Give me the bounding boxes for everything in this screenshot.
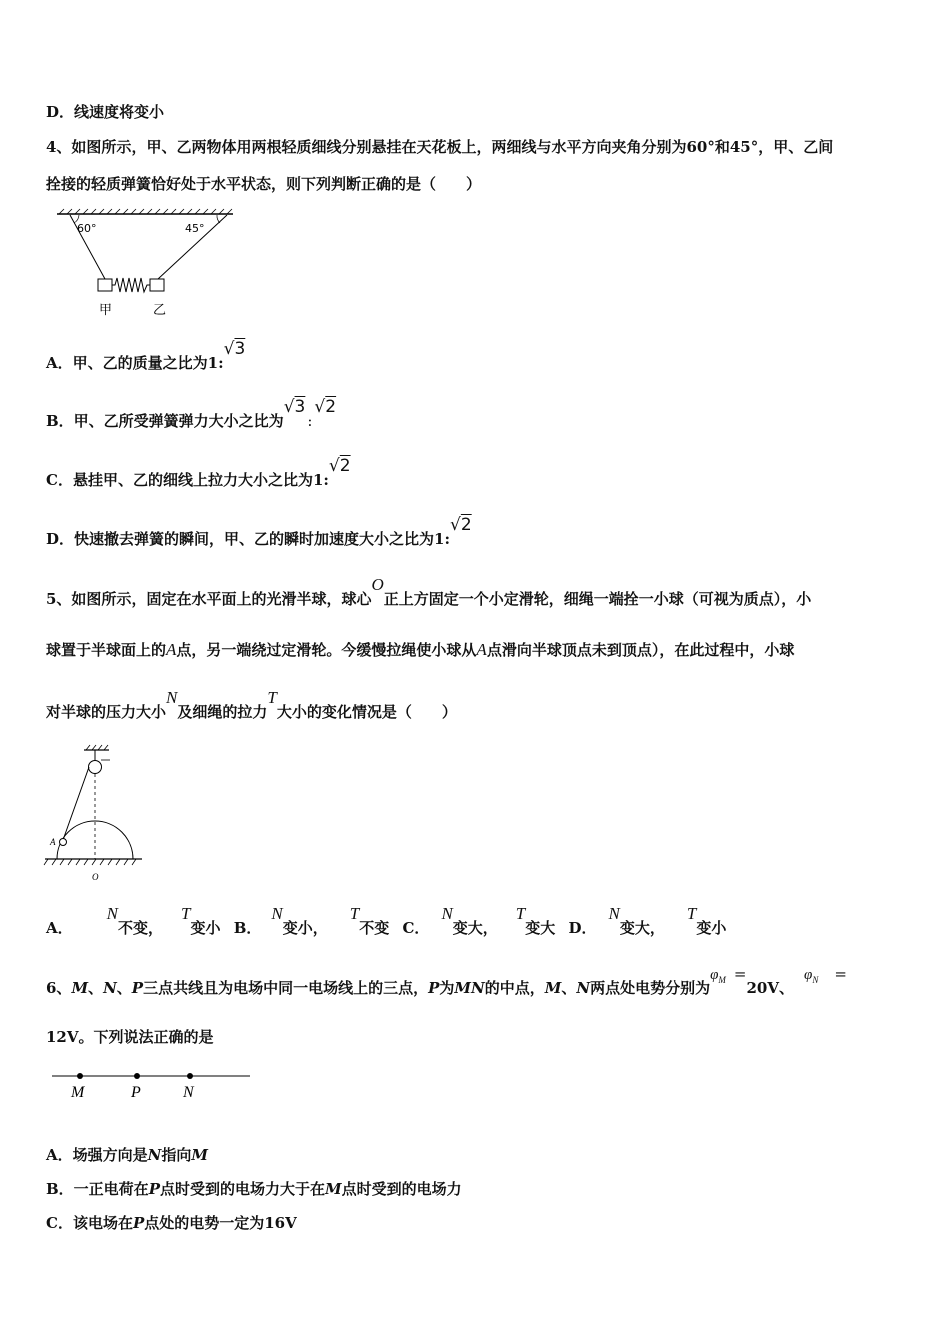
q5-option-a-label: A． bbox=[46, 919, 73, 937]
q4-figure bbox=[55, 208, 240, 320]
q5-option-b-label: B． bbox=[233, 919, 262, 937]
q4-option-d bbox=[46, 515, 472, 549]
q6-point-n bbox=[187, 1073, 193, 1079]
q6-figure bbox=[50, 1066, 255, 1102]
q5-ball bbox=[60, 839, 67, 846]
q4-option-a-text: A．甲、乙的质量之比为1: bbox=[46, 354, 224, 372]
q5-option-d-label: D． bbox=[568, 919, 597, 937]
q4-option-b-sep: : bbox=[307, 412, 313, 430]
q4-option-b-sqrt1: √3 bbox=[283, 397, 306, 417]
q6-phi-n: $\varphi_N$ bbox=[804, 967, 819, 985]
q4-angle2-label: 45° bbox=[185, 222, 205, 235]
q5-stem-line2: 球置于半球面上的A点，另一端绕过定滑轮。今缓慢拉绳使小球从A点滑向半球顶点未到顶点），在此过程中，小球 bbox=[46, 640, 795, 659]
q5-option-d-t: T bbox=[686, 904, 697, 923]
q5-option-b-n: N bbox=[271, 904, 283, 923]
q5-symbol-a-2: A bbox=[476, 640, 487, 659]
q5-symbol-a: A bbox=[166, 640, 177, 659]
q5-stem-line1: 5、如图所示，固定在水平面上的光滑半球，球心O正上方固定一个小定滑轮，细绳一端拴一小球（可视为质点），小 bbox=[46, 575, 812, 608]
q5-option-a-n: N bbox=[106, 904, 118, 923]
q4-spring bbox=[112, 278, 150, 292]
q6-phi-m: $\varphi_M$ bbox=[710, 967, 726, 985]
q6-point-p bbox=[134, 1073, 140, 1079]
q6-point-m bbox=[77, 1073, 83, 1079]
q5-fig-label-a: A bbox=[50, 837, 56, 847]
q5-fig-label-o: O bbox=[92, 872, 99, 882]
q6-stem-line1: 6、M、N、P三点共线且为电场中同一电场线上的三点，P为MN的中点，M、N两点处电势分别为$\varphi_M =20V$、$\varphi_N$ = bbox=[46, 965, 847, 997]
q5-symbol-t: T bbox=[267, 688, 277, 707]
q4-option-b-sqrt2: √2 bbox=[314, 397, 337, 417]
q4-option-a bbox=[46, 339, 246, 373]
q4-block-yi bbox=[150, 279, 164, 291]
q4-option-c bbox=[46, 456, 351, 490]
q6-option-a: A．场强方向是N指向M bbox=[46, 1146, 208, 1164]
q6-fig-label-p: P bbox=[131, 1084, 141, 1101]
q5-option-c-t: T bbox=[515, 904, 526, 923]
q6-stem-line2: 12V。下列说法正确的是 bbox=[46, 1028, 214, 1046]
q6-fig-label-n: N bbox=[183, 1084, 194, 1101]
q5-option-c-label: C． bbox=[402, 919, 430, 937]
q5-options: A．N不变，T变小 B．N变小，T不变 C．N变大，T变大 D．N变大，T变小 bbox=[46, 904, 727, 937]
q5-option-b-t: T bbox=[349, 904, 360, 923]
q5-figure bbox=[42, 742, 147, 884]
q4-option-a-sqrt: √3 bbox=[223, 339, 246, 359]
q4-stem-line2: 拴接的轻质弹簧恰好处于水平状态，则下列判断正确的是（ ） bbox=[46, 175, 482, 193]
q3-option-d: D．线速度将变小 bbox=[46, 103, 165, 121]
q4-stem-line1: 4、如图所示，甲、乙两物体用两根轻质细线分别悬挂在天花板上，两细线与水平方向夹角分别为60°和45°，甲、乙间 bbox=[46, 138, 834, 156]
q4-option-b bbox=[46, 397, 337, 431]
q6-option-c: C．该电场在P点处的电势一定为16V bbox=[46, 1214, 297, 1232]
q4-label-jia: 甲 bbox=[99, 303, 113, 318]
q4-option-b-text: B．甲、乙所受弹簧弹力大小之比为 bbox=[46, 412, 284, 430]
q4-option-d-text: D．快速撤去弹簧的瞬间，甲、乙的瞬时加速度大小之比为1: bbox=[46, 530, 450, 548]
q4-option-c-sqrt: √2 bbox=[328, 456, 351, 476]
q6-fig-label-m: M bbox=[71, 1084, 85, 1101]
q6-option-b: B．一正电荷在P点时受到的电场力大于在M点时受到的电场力 bbox=[46, 1180, 462, 1198]
q4-option-c-text: C．悬挂甲、乙的细线上拉力大小之比为1: bbox=[46, 471, 329, 489]
q4-label-yi: 乙 bbox=[153, 303, 167, 318]
q5-pulley bbox=[89, 761, 102, 774]
q5-option-c-n: N bbox=[441, 904, 453, 923]
q5-stem-line3: 对半球的压力大小N及细绳的拉力T大小的变化情况是（ ） bbox=[46, 688, 457, 721]
q5-symbol-n: N bbox=[166, 688, 178, 707]
q4-block-jia bbox=[98, 279, 112, 291]
q4-option-d-sqrt: √2 bbox=[450, 515, 472, 535]
q4-angle1-label: 60° bbox=[77, 222, 97, 235]
q5-option-d-n: N bbox=[608, 904, 620, 923]
q5-symbol-o: O bbox=[371, 575, 384, 594]
q5-option-a-t: T bbox=[181, 904, 191, 923]
